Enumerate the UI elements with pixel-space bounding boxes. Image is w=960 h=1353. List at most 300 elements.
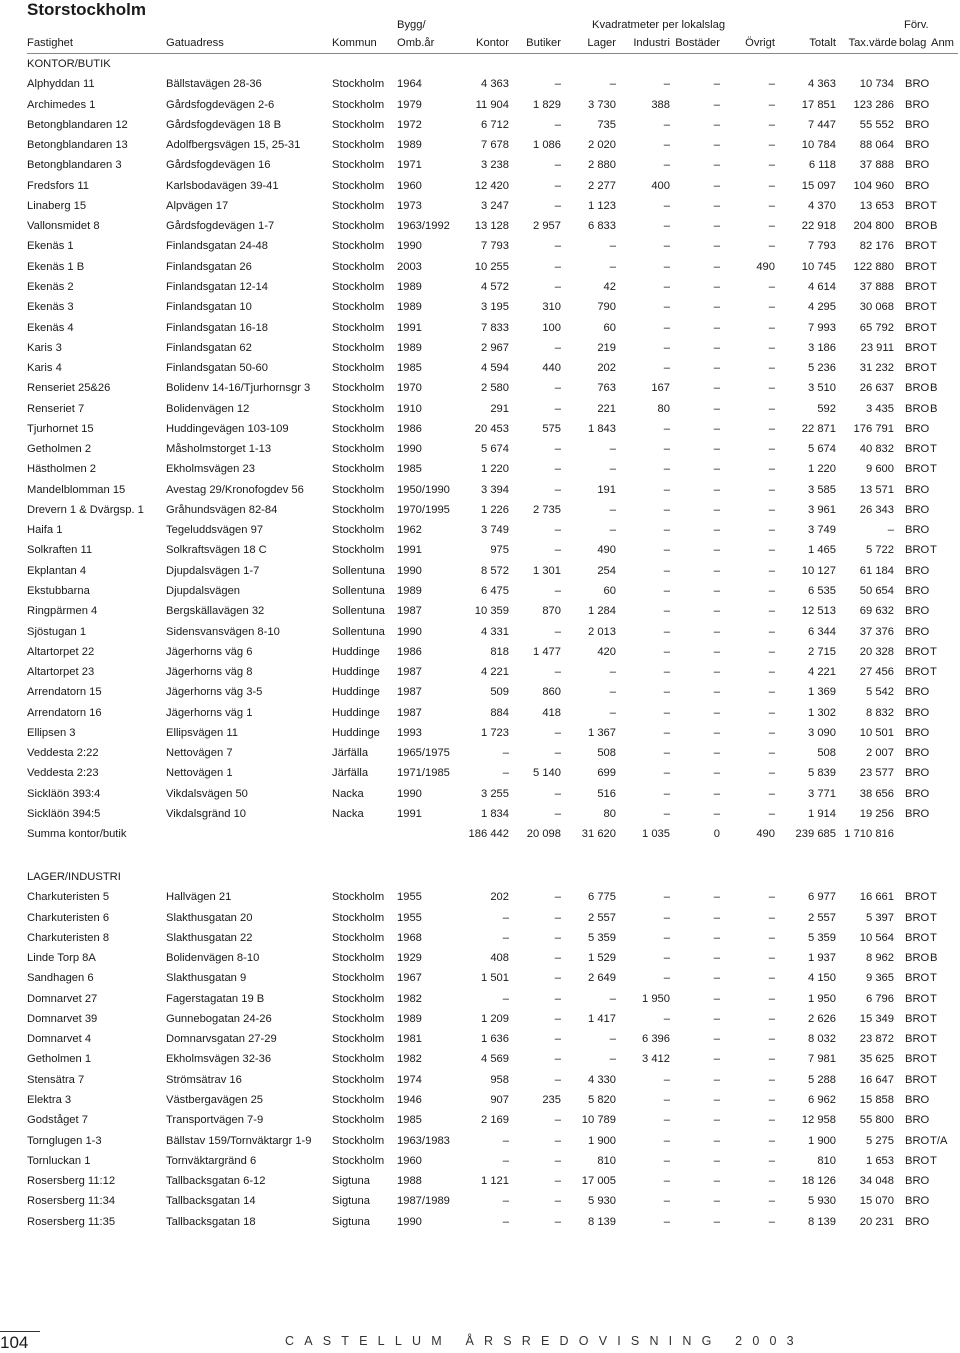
cell-lager: 4 330 <box>588 1073 616 1086</box>
cell-totalt: 1 937 <box>808 952 836 965</box>
cell-fastighet: Ekenäs 2 <box>27 280 74 293</box>
cell-taxvarde: 123 286 <box>853 98 894 111</box>
cell-totalt: 8 032 <box>808 1033 836 1046</box>
cell-bostader: – <box>713 321 720 334</box>
cell-taxvarde: 6 796 <box>866 992 894 1005</box>
cell-kommun: Stockholm <box>332 382 385 395</box>
cell-lager: – <box>609 443 616 456</box>
cell-anm: T <box>930 341 937 354</box>
cell-lager: – <box>609 240 616 253</box>
cell-totalt: 592 <box>817 402 836 415</box>
cell-bygg-ar: 1981 <box>397 1033 422 1046</box>
cell-totalt: 3 749 <box>808 524 836 537</box>
cell-bostader: – <box>713 605 720 618</box>
cell-taxvarde: 5 542 <box>866 686 894 699</box>
cell-bostader: – <box>713 972 720 985</box>
cell-totalt: 3 585 <box>808 483 836 496</box>
cell-butiker: – <box>554 1114 561 1127</box>
cell-forv-bolag: BRO <box>905 605 930 618</box>
cell-kommun: Stockholm <box>332 341 385 354</box>
table-row <box>0 159 960 173</box>
cell-butiker: 1 086 <box>533 139 561 152</box>
cell-fastighet: Arrendatorn 15 <box>27 686 102 699</box>
cell-lager: 254 <box>597 564 616 577</box>
cell-forv-bolag: BRO <box>905 78 930 91</box>
cell-taxvarde: 13 653 <box>859 199 894 212</box>
cell-totalt: 10 745 <box>801 260 836 273</box>
cell-kommun: Stockholm <box>332 1012 385 1025</box>
cell-gatuadress: Nettovägen 7 <box>166 747 233 760</box>
cell-bygg-ar: 1960 <box>397 1154 422 1167</box>
cell-totalt: 1 369 <box>808 686 836 699</box>
cell-totalt: 239 685 <box>795 828 836 841</box>
cell-bygg-ar: 1963/1983 <box>397 1134 450 1147</box>
cell-forv-bolag: BRO <box>905 402 930 415</box>
cell-lager: 516 <box>597 787 616 800</box>
cell-fastighet: Ekplantan 4 <box>27 564 87 577</box>
cell-bygg-ar: 1985 <box>397 463 422 476</box>
cell-kontor: 12 420 <box>474 179 509 192</box>
cell-fastighet: Mandelblomman 15 <box>27 483 126 496</box>
cell-lager: 221 <box>597 402 616 415</box>
cell-bygg-ar: 1990 <box>397 443 422 456</box>
header-forv-top: Förv. <box>904 19 929 31</box>
table-row <box>0 362 960 376</box>
cell-ovrigt: – <box>768 1033 775 1046</box>
cell-kommun: Stockholm <box>332 260 385 273</box>
cell-bostader: – <box>713 1012 720 1025</box>
cell-taxvarde: 176 791 <box>853 422 894 435</box>
cell-forv-bolag: BRO <box>905 443 930 456</box>
cell-totalt: 22 918 <box>801 220 836 233</box>
cell-kontor: 7 833 <box>481 321 509 334</box>
cell-butiker: 5 140 <box>533 767 561 780</box>
cell-lager: 2 649 <box>588 972 616 985</box>
cell-lager: – <box>609 706 616 719</box>
cell-butiker: – <box>554 585 561 598</box>
cell-bostader: 0 <box>713 828 720 841</box>
cell-totalt: 1 900 <box>808 1134 836 1147</box>
cell-butiker: – <box>554 1154 561 1167</box>
table-row <box>0 585 960 599</box>
cell-industri: – <box>663 1012 670 1025</box>
cell-industri: – <box>663 686 670 699</box>
table-row <box>0 808 960 822</box>
cell-forv-bolag: BRO <box>905 807 930 820</box>
cell-gatuadress: Strömsätrav 16 <box>166 1073 242 1086</box>
cell-bygg-ar: 1929 <box>397 952 422 965</box>
cell-kontor: 975 <box>490 544 509 557</box>
cell-lager: 202 <box>597 362 616 375</box>
cell-fastighet: Domnarvet 39 <box>27 1012 98 1025</box>
cell-kontor: 13 128 <box>474 220 509 233</box>
cell-lager: 2 013 <box>588 625 616 638</box>
cell-butiker: 2 735 <box>533 503 561 516</box>
cell-kommun: Stockholm <box>332 503 385 516</box>
header-kommun: Kommun <box>332 37 377 49</box>
cell-fastighet: Ekenäs 4 <box>27 321 74 334</box>
cell-ovrigt: – <box>768 767 775 780</box>
cell-fastighet: Ringpärmen 4 <box>27 605 98 618</box>
cell-ovrigt: – <box>768 891 775 904</box>
cell-gatuadress: Ekholmsvägen 32-36 <box>166 1053 272 1066</box>
cell-bygg-ar: 1971 <box>397 159 422 172</box>
cell-fastighet: Solkraften 11 <box>27 544 93 557</box>
cell-fastighet: Sjöstugan 1 <box>27 625 87 638</box>
cell-fastighet: Karis 3 <box>27 341 62 354</box>
cell-ovrigt: – <box>768 301 775 314</box>
cell-bygg-ar: 1970 <box>397 382 422 395</box>
table-row <box>0 828 960 842</box>
cell-kontor: – <box>502 1134 509 1147</box>
cell-gatuadress: Huddingevägen 103-109 <box>166 422 289 435</box>
cell-taxvarde: 15 070 <box>859 1195 894 1208</box>
cell-lager: 5 930 <box>588 1195 616 1208</box>
cell-fastighet: Betongblandaren 3 <box>27 159 122 172</box>
cell-kommun: Stockholm <box>332 422 385 435</box>
cell-forv-bolag: BRO <box>905 747 930 760</box>
table-row <box>0 891 960 905</box>
table-row <box>0 1155 960 1169</box>
cell-kommun: Stockholm <box>332 159 385 172</box>
table-row <box>0 707 960 721</box>
cell-kommun: Huddinge <box>332 645 380 658</box>
cell-butiker: – <box>554 118 561 131</box>
cell-industri: – <box>663 1175 670 1188</box>
cell-butiker: – <box>554 952 561 965</box>
cell-bygg-ar: 1973 <box>397 199 422 212</box>
cell-bygg-ar: 1982 <box>397 992 422 1005</box>
cell-bygg-ar: 1990 <box>397 787 422 800</box>
cell-forv-bolag: BRO <box>905 686 930 699</box>
cell-fastighet: Getholmen 1 <box>27 1053 92 1066</box>
cell-gatuadress: Gårdsfogdevägen 2-6 <box>166 98 275 111</box>
cell-butiker: – <box>554 625 561 638</box>
cell-forv-bolag: BRO <box>905 767 930 780</box>
cell-totalt: 6 977 <box>808 891 836 904</box>
cell-anm: T <box>930 1033 937 1046</box>
cell-bostader: – <box>713 686 720 699</box>
cell-bygg-ar: 1965/1975 <box>397 747 450 760</box>
cell-kontor: 907 <box>490 1093 509 1106</box>
cell-forv-bolag: BRO <box>905 1215 930 1228</box>
cell-totalt: 810 <box>817 1154 836 1167</box>
cell-kontor: 11 904 <box>475 98 509 111</box>
cell-taxvarde: 69 632 <box>859 605 894 618</box>
cell-lager: 219 <box>597 341 616 354</box>
cell-anm: T <box>930 972 937 985</box>
cell-totalt: 18 126 <box>801 1175 836 1188</box>
cell-totalt: 1 220 <box>808 463 836 476</box>
cell-industri: – <box>663 1195 670 1208</box>
cell-totalt: 4 370 <box>808 199 836 212</box>
cell-kontor: 4 569 <box>481 1053 509 1066</box>
cell-kommun: Stockholm <box>332 443 385 456</box>
table-row <box>0 504 960 518</box>
cell-kommun: Stockholm <box>332 402 385 415</box>
cell-butiker: – <box>554 260 561 273</box>
cell-ovrigt: – <box>768 321 775 334</box>
table-row <box>0 78 960 92</box>
cell-lager: 1 367 <box>588 726 616 739</box>
cell-lager: 17 005 <box>581 1175 616 1188</box>
cell-fastighet: Arrendatorn 16 <box>27 706 102 719</box>
table-row <box>0 1053 960 1067</box>
cell-forv-bolag: BRO <box>905 1195 930 1208</box>
cell-kontor: 509 <box>490 686 509 699</box>
cell-kontor: 7 678 <box>481 139 509 152</box>
cell-kommun: Stockholm <box>332 1154 385 1167</box>
cell-fastighet: Sandhagen 6 <box>27 972 94 985</box>
cell-bostader: – <box>713 1033 720 1046</box>
cell-industri: – <box>663 341 670 354</box>
cell-lager: 2 020 <box>588 139 616 152</box>
header-lager: Lager <box>587 37 616 49</box>
cell-fastighet: Altartorpet 22 <box>27 645 95 658</box>
cell-industri: – <box>663 767 670 780</box>
cell-industri: – <box>663 807 670 820</box>
cell-forv-bolag: BRO <box>905 260 930 273</box>
cell-lager: 1 284 <box>588 605 616 618</box>
cell-kontor: 6 475 <box>481 585 509 598</box>
cell-fastighet: Godståget 7 <box>27 1114 88 1127</box>
cell-anm: T <box>930 260 937 273</box>
cell-industri: – <box>663 463 670 476</box>
cell-lager: 80 <box>603 807 616 820</box>
cell-industri: – <box>663 422 670 435</box>
cell-ovrigt: – <box>768 98 775 111</box>
table-row <box>0 912 960 926</box>
cell-kontor: 1 220 <box>481 463 509 476</box>
cell-lager: – <box>609 78 616 91</box>
cell-bygg-ar: 1982 <box>397 1053 422 1066</box>
cell-fastighet: Hästholmen 2 <box>27 463 97 476</box>
table-row <box>0 139 960 153</box>
cell-taxvarde: 5 397 <box>866 911 894 924</box>
cell-anm: T <box>930 301 937 314</box>
table-row <box>0 1033 960 1047</box>
cell-ovrigt: – <box>768 911 775 924</box>
cell-taxvarde: 55 552 <box>859 118 894 131</box>
cell-bostader: – <box>713 98 720 111</box>
cell-gatuadress: Finlandsgatan 26 <box>166 260 252 273</box>
cell-totalt: 4 150 <box>808 972 836 985</box>
cell-kommun: Huddinge <box>332 726 380 739</box>
cell-kontor: 3 238 <box>481 159 509 172</box>
cell-kontor: 1 209 <box>481 1012 509 1025</box>
cell-industri: – <box>663 483 670 496</box>
cell-kontor: 958 <box>490 1073 509 1086</box>
cell-totalt: 15 097 <box>801 179 836 192</box>
cell-bygg-ar: 1974 <box>397 1073 422 1086</box>
cell-taxvarde: 5 722 <box>866 544 894 557</box>
cell-forv-bolag: BRO <box>905 1012 930 1025</box>
cell-taxvarde: 27 456 <box>859 666 894 679</box>
cell-totalt: 5 839 <box>808 767 836 780</box>
cell-taxvarde: 23 911 <box>860 341 894 354</box>
cell-taxvarde: 37 376 <box>859 625 894 638</box>
cell-fastighet: Karis 4 <box>27 362 62 375</box>
cell-forv-bolag: BRO <box>905 118 930 131</box>
cell-gatuadress: Jägerhorns väg 1 <box>166 706 253 719</box>
cell-anm: T <box>930 1073 937 1086</box>
cell-kommun: Stockholm <box>332 483 385 496</box>
cell-kommun: Stockholm <box>332 220 385 233</box>
cell-bostader: – <box>713 767 720 780</box>
cell-bostader: – <box>713 952 720 965</box>
cell-lager: – <box>609 992 616 1005</box>
cell-kontor: 1 834 <box>481 807 509 820</box>
cell-butiker: 440 <box>542 362 561 375</box>
cell-forv-bolag: BRO <box>905 726 930 739</box>
cell-lager: 1 843 <box>588 422 616 435</box>
cell-industri: – <box>663 78 670 91</box>
cell-kontor: 8 572 <box>481 564 509 577</box>
cell-kontor: – <box>502 767 509 780</box>
cell-kommun: Stockholm <box>332 362 385 375</box>
cell-bostader: – <box>713 159 720 172</box>
cell-fastighet: Drevern 1 & Dvärgsp. 1 <box>27 503 144 516</box>
cell-industri: – <box>663 1114 670 1127</box>
cell-forv-bolag: BRO <box>905 159 930 172</box>
cell-bygg-ar: 1950/1990 <box>397 483 450 496</box>
cell-bygg-ar: 1993 <box>397 726 422 739</box>
cell-bostader: – <box>713 585 720 598</box>
table-row <box>0 240 960 254</box>
cell-kontor: 2 967 <box>481 341 509 354</box>
cell-lager: – <box>609 260 616 273</box>
cell-butiker: – <box>554 911 561 924</box>
table-row <box>0 666 960 680</box>
cell-bostader: – <box>713 260 720 273</box>
cell-butiker: 2 957 <box>533 220 561 233</box>
cell-taxvarde: 30 068 <box>859 301 894 314</box>
cell-totalt: 6 535 <box>808 585 836 598</box>
cell-lager: 508 <box>597 747 616 760</box>
cell-taxvarde: 38 656 <box>859 787 894 800</box>
cell-gatuadress: Finlandsgatan 24-48 <box>166 240 269 253</box>
header-anm: Anm <box>931 37 955 49</box>
cell-fastighet: Getholmen 2 <box>27 443 92 456</box>
cell-totalt: 5 674 <box>808 443 836 456</box>
cell-fastighet: Sickläön 393:4 <box>27 787 101 800</box>
cell-gatuadress: Tallbacksgatan 6-12 <box>166 1175 266 1188</box>
cell-forv-bolag: BRO <box>905 625 930 638</box>
cell-lager: – <box>609 1053 616 1066</box>
cell-bygg-ar: 1962 <box>397 524 422 537</box>
cell-fastighet: Veddesta 2:22 <box>27 747 99 760</box>
cell-industri: – <box>663 362 670 375</box>
cell-gatuadress: Gårdsfogdevägen 18 B <box>166 118 282 131</box>
cell-forv-bolag: BRO <box>905 524 930 537</box>
cell-bostader: – <box>713 931 720 944</box>
cell-kontor: 20 453 <box>474 422 509 435</box>
cell-anm: T <box>930 931 937 944</box>
cell-totalt: 3 186 <box>808 341 836 354</box>
cell-totalt: 5 359 <box>808 931 836 944</box>
cell-ovrigt: – <box>768 666 775 679</box>
cell-kontor: – <box>502 1154 509 1167</box>
cell-ovrigt: – <box>768 1012 775 1025</box>
cell-lager: 5 820 <box>588 1093 616 1106</box>
cell-taxvarde: 9 600 <box>866 463 894 476</box>
cell-kommun: Stockholm <box>332 544 385 557</box>
cell-butiker: – <box>554 666 561 679</box>
cell-ovrigt: – <box>768 706 775 719</box>
cell-gatuadress: Adolfbergsvägen 15, 25-31 <box>166 139 301 152</box>
cell-fastighet: Betongblandaren 12 <box>27 118 128 131</box>
cell-fastighet: Summa kontor/butik <box>27 828 127 841</box>
cell-totalt: 508 <box>817 747 836 760</box>
cell-forv-bolag: BRO <box>905 483 930 496</box>
cell-kommun: Huddinge <box>332 666 380 679</box>
cell-bygg-ar: 1989 <box>397 585 422 598</box>
cell-bygg-ar: 1971/1985 <box>397 767 450 780</box>
cell-totalt: 6 344 <box>808 625 836 638</box>
cell-bygg-ar: 1991 <box>397 321 422 334</box>
cell-industri: 1 035 <box>642 828 670 841</box>
cell-gatuadress: Ekholmsvägen 23 <box>166 463 255 476</box>
cell-kontor: 1 226 <box>481 503 509 516</box>
cell-totalt: 4 614 <box>808 280 836 293</box>
cell-bygg-ar: 1985 <box>397 362 422 375</box>
cell-industri: – <box>663 706 670 719</box>
cell-butiker: – <box>554 1073 561 1086</box>
cell-bostader: – <box>713 118 720 131</box>
cell-kommun: Stockholm <box>332 139 385 152</box>
cell-forv-bolag: BRO <box>905 787 930 800</box>
cell-ovrigt: – <box>768 585 775 598</box>
cell-lager: 10 789 <box>581 1114 616 1127</box>
cell-bostader: – <box>713 1154 720 1167</box>
table-row <box>0 180 960 194</box>
cell-totalt: 1 950 <box>808 992 836 1005</box>
cell-lager: 6 775 <box>588 891 616 904</box>
cell-kontor: 3 247 <box>481 199 509 212</box>
footer-rule <box>0 1331 40 1332</box>
cell-bostader: – <box>713 402 720 415</box>
table-row <box>0 1013 960 1027</box>
header-divider <box>27 53 958 54</box>
cell-industri: – <box>663 605 670 618</box>
cell-kontor: 2 580 <box>481 382 509 395</box>
table-row <box>0 423 960 437</box>
cell-butiker: 1 301 <box>533 564 561 577</box>
cell-anm: T <box>930 280 937 293</box>
cell-gatuadress: Djupdalsvägen <box>166 585 241 598</box>
cell-gatuadress: Finlandsgatan 16-18 <box>166 321 269 334</box>
cell-totalt: 7 793 <box>808 240 836 253</box>
cell-kontor: 4 363 <box>481 78 509 91</box>
cell-bostader: – <box>713 382 720 395</box>
cell-butiker: – <box>554 179 561 192</box>
cell-forv-bolag: BRO <box>905 1033 930 1046</box>
cell-ovrigt: – <box>768 78 775 91</box>
cell-ovrigt: – <box>768 1053 775 1066</box>
cell-anm: T <box>930 240 937 253</box>
cell-butiker: – <box>554 972 561 985</box>
cell-totalt: 3 961 <box>808 503 836 516</box>
cell-bygg-ar: 1985 <box>397 1114 422 1127</box>
cell-forv-bolag: BRO <box>905 240 930 253</box>
cell-bostader: – <box>713 1073 720 1086</box>
cell-kommun: Stockholm <box>332 301 385 314</box>
cell-kommun: Stockholm <box>332 280 385 293</box>
cell-forv-bolag: BRO <box>905 179 930 192</box>
cell-taxvarde: 40 832 <box>859 443 894 456</box>
cell-kontor: 3 195 <box>481 301 509 314</box>
cell-gatuadress: Slakthusgatan 9 <box>166 972 247 985</box>
